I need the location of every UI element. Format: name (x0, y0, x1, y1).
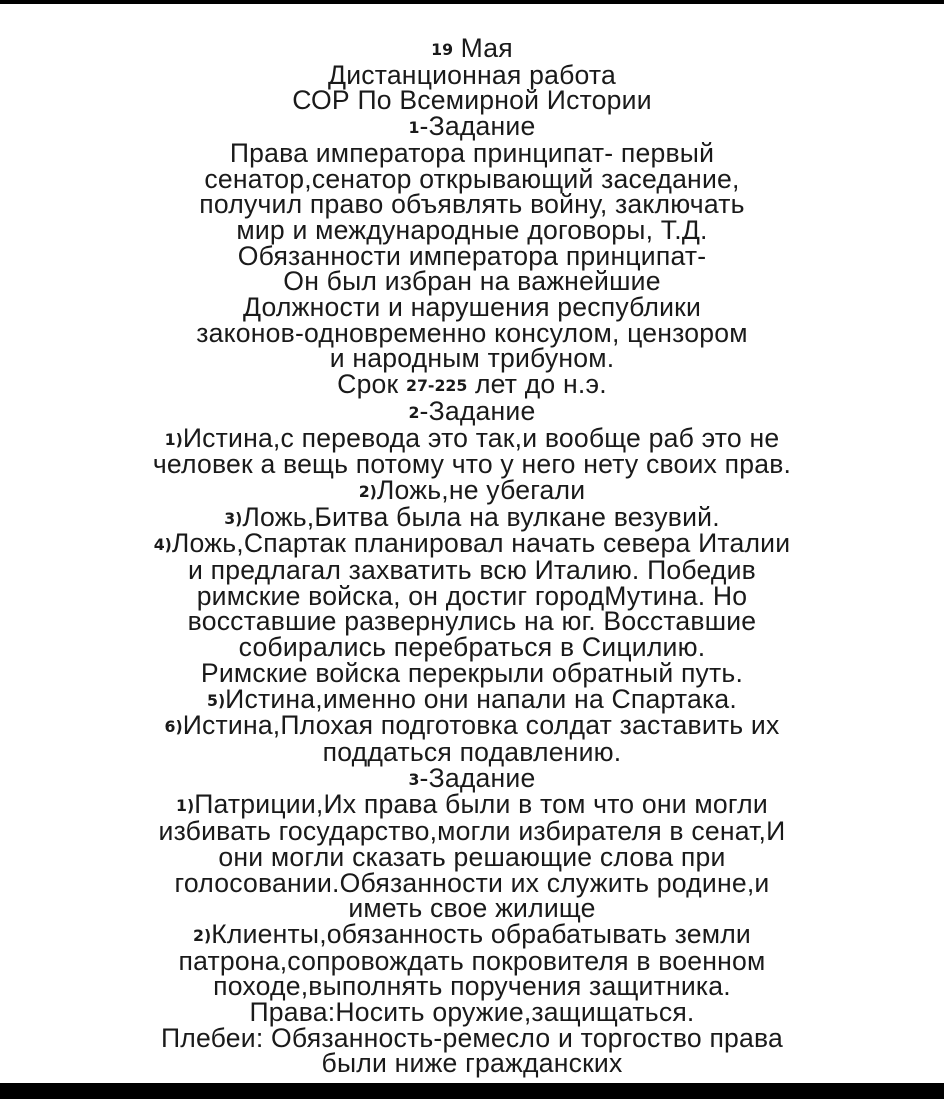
text-line (7, 111, 937, 142)
line-text: человек а вещь потому что у него нету своих прав. (152, 449, 792, 480)
line-text: были ниже гражданских (321, 1048, 623, 1079)
line-text: СОР По Всемирной Истории (292, 85, 652, 116)
item-number: 1 (408, 118, 420, 138)
line-text: и народным трибуном. (329, 343, 615, 374)
text-line (7, 762, 937, 793)
line-text: Срок (337, 369, 406, 400)
text-line (7, 422, 937, 453)
text-line (7, 501, 937, 532)
item-number: 3) (224, 508, 243, 528)
text-line (7, 710, 937, 741)
line-text: Должности и нарушения республики (242, 292, 702, 323)
line-text: Дистанционная работа (327, 59, 616, 90)
line-text: -Задание (419, 395, 536, 426)
line-text: получил право объявлять войну, заключать (199, 189, 745, 220)
text-line (7, 369, 937, 400)
line-text: Он был избран на важнейшие (283, 266, 661, 297)
text-line (7, 683, 937, 714)
line-text: Патриции,Их права были в том что они могли (194, 789, 768, 820)
line-text: -Задание (419, 111, 536, 142)
line-text: Права императора принципат- первый (229, 137, 715, 168)
item-number: 1) (164, 429, 183, 449)
text-line (7, 33, 937, 63)
text-line (7, 395, 937, 426)
item-number: 19 (431, 40, 454, 59)
line-text: Обязанности императора принципат- (237, 240, 707, 271)
line-text: Римские войска перекрыли обратный путь. (200, 657, 744, 688)
line-text: законов-одновременно консулом, цензором (196, 317, 748, 348)
line-text: восставшие развернулись на юг. Восставшие (187, 606, 757, 637)
line-text: голосовании.Обязанности их служить родине,и (174, 867, 770, 898)
line-text: Права:Носить оружие,защищаться. (249, 997, 695, 1028)
item-number: 2) (193, 925, 212, 945)
item-number: 6) (164, 717, 183, 737)
line-text-continued: лет до н.э. (467, 369, 607, 400)
item-number: 1) (176, 796, 195, 816)
item-number: 2) (358, 481, 377, 501)
document-text (0, 33, 944, 1079)
line-text: собирались перебраться в Сицилию. (238, 632, 706, 663)
text-line (7, 789, 937, 820)
line-text: походе,выполнять поручения защитника. (213, 971, 731, 1002)
line-text: Истина,Плохая подготовка солдат заставить их (182, 710, 780, 741)
text-line (7, 1048, 937, 1079)
top-border (0, 0, 944, 4)
text-line (7, 474, 937, 505)
line-text: Ложь,Битва была на вулкане везувий. (242, 501, 720, 532)
line-text: Ложь,Спартак планировал начать севера Италии (171, 528, 791, 559)
line-text: Клиенты,обязанность обрабатывать земли (211, 918, 751, 949)
line-text: Плебеи: Обязанность-ремесло и торгоство права (160, 1022, 784, 1053)
line-text: и предлагал захватить всю Италию. Победив (187, 555, 757, 586)
line-text: избивать государство,могли избирателя в сенат,И (158, 816, 786, 847)
item-number: 4) (153, 535, 172, 555)
item-number: 5) (207, 690, 226, 710)
line-text: Ложь,не убегали (376, 474, 586, 505)
text-line (7, 528, 937, 559)
line-text: сенатор,сенатор открывающий заседание, (204, 163, 740, 194)
line-text: поддаться подавлению. (322, 736, 622, 767)
line-text: -Задание (419, 762, 536, 793)
line-text: Истина,с перевода это так,и вообще раб это не (182, 422, 780, 453)
bottom-border (0, 1083, 944, 1099)
line-text: патрона,сопровождать покровителя в военном (178, 945, 766, 976)
item-number: 3 (408, 769, 420, 789)
item-number: 2 (408, 402, 420, 422)
text-line (7, 918, 937, 949)
line-text: Истина,именно они напали на Спартака. (225, 683, 737, 714)
line-text: мир и международные договоры, Т.Д. (236, 214, 708, 245)
line-text: римские войска, он достиг городМутина. Но (196, 580, 748, 611)
line-text: Мая (453, 33, 513, 63)
line-text: иметь свое жилище (348, 893, 596, 924)
year-range: 27-225 (405, 376, 468, 396)
line-text: они могли сказать решающие слова при (218, 841, 726, 872)
